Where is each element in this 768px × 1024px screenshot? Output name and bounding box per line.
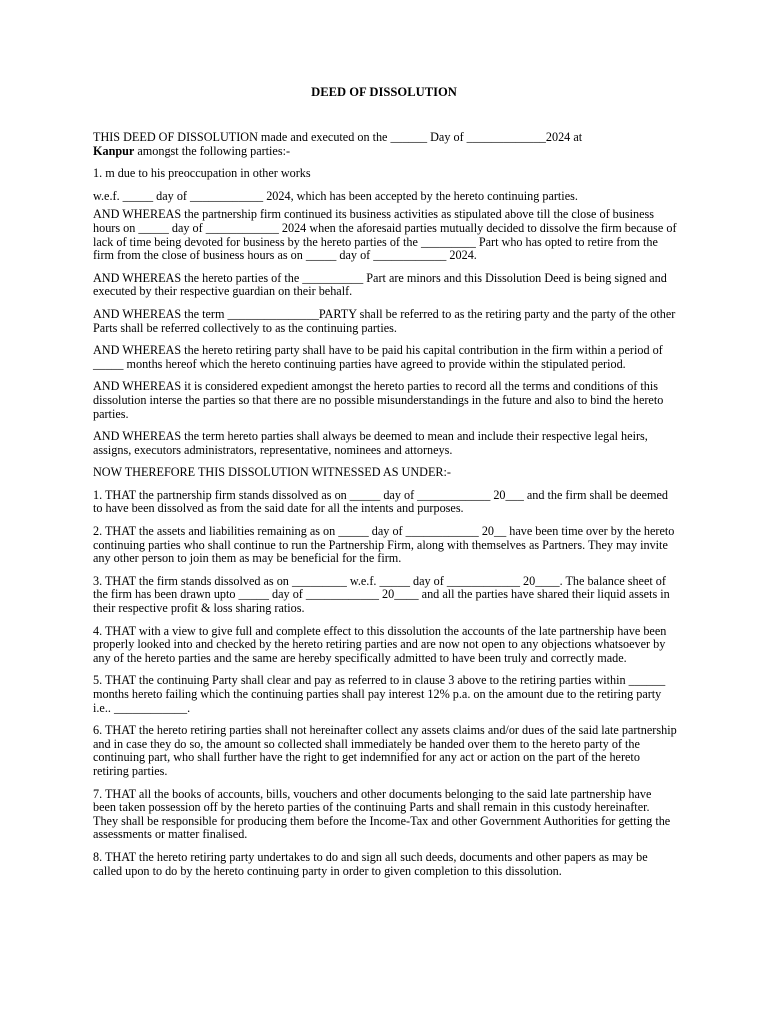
- paragraph: AND WHEREAS the partnership firm continued its business activities as stipulated above till the close of business hours on _____ day of ____________ 2024 when the aforesaid parties mutually decided to dissolve the firm because of lack of time being devoted for business by the hereto parties of the _________ Part who has opted to retire from the firm from the close of business hours as on _____ day of ____________ 2024.: [93, 207, 677, 263]
- opening-line: THIS DEED OF DISSOLUTION made and executed on the ______ Day of _____________2024 at: [93, 130, 583, 144]
- document-body: [93, 131, 677, 887]
- clause: 1. THAT the partnership firm stands dissolved as on _____ day of ____________ 20___ and the firm shall be deemed to have been dissolved as from the said date for all the intents and purposes.: [93, 487, 668, 516]
- section-heading: NOW THEREFORE THIS DISSOLUTION WITNESSED AS UNDER:-: [93, 465, 451, 480]
- clause: 7. THAT all the books of accounts, bills, vouchers and other documents belonging to the said late partnership have been taken possession off by the hereto parties of the continuing Parts and shall remain in this custody hereinafter. They shall be responsible for producing them before the Income-Tax and other Government Authorities for getting the assessments or matter finalised.: [93, 786, 671, 842]
- opening-paragraph: [93, 131, 677, 158]
- paragraph: w.e.f. _____ day of ____________ 2024, which has been accepted by the hereto continuing parties.: [93, 188, 578, 203]
- clause: 5. THAT the continuing Party shall clear and pay as referred to in clause 3 above to the retiring parties within ______ months hereto failing which the continuing parties shall pay interest 12% p.a. on the amount due to the retiring party i.e.. ____________.: [93, 673, 666, 715]
- clause: 8. THAT the hereto retiring party undertakes to do and sign all such deeds, documents and other papers as may be called upon to do by the hereto continuing party in order to given completion to this dissolution.: [93, 849, 648, 878]
- opening-city: Kanpur: [93, 143, 135, 158]
- paragraph: AND WHEREAS the term hereto parties shall always be deemed to mean and include their respective legal heirs, assigns, executors administrators, representative, nominees and attorneys.: [93, 429, 648, 457]
- clause: 6. THAT the hereto retiring parties shall not hereinafter collect any assets claims and/or dues of the said late partnership and in case they do so, the amount so collected shall immediately be handed over them to the hereto party of the continuing part, who shall further have the right to get indemnified for any act or action on the part of the hereto retiring parties.: [93, 723, 677, 778]
- paragraph: AND WHEREAS it is considered expedient amongst the hereto parties to record all the terms and conditions of this dissolution interse the parties so that there are no possible misunderstandings in the future and also to bind the hereto parties.: [93, 379, 664, 421]
- opening-tail: amongst the following parties:-: [134, 143, 291, 158]
- clause: 2. THAT the assets and liabilities remaining as on _____ day of ____________ 20__ have been time over by the hereto continuing parties who shall continue to run the Partnership Firm, along with themselves as Partners. They may invite any other person to join them as may be beneficial for the firm.: [93, 524, 675, 566]
- paragraph: AND WHEREAS the hereto retiring party shall have to be paid his capital contribution in the firm within a period of _____ months hereof which the hereto continuing parties have agreed to provide within the stipulated period.: [93, 343, 663, 371]
- paragraph: AND WHEREAS the term _______________PARTY shall be referred to as the retiring party and the party of the other Parts shall be referred collectively to as the continuing parties.: [93, 306, 676, 335]
- paragraph: AND WHEREAS the hereto parties of the __________ Part are minors and this Dissolution Deed is being signed and executed by their respective guardian on their behalf.: [93, 270, 667, 299]
- clause: 4. THAT with a view to give full and complete effect to this dissolution the accounts of the late partnership have been properly looked into and checked by the hereto retiring parties and are now not open to any objections whatsoever by any of the hereto parties and the same are hereby specifically admitted to have been truly and correctly made.: [93, 623, 667, 665]
- document-title: DEED OF DISSOLUTION: [311, 85, 457, 99]
- paragraph: 1. m due to his preoccupation in other works: [93, 166, 311, 181]
- clause: 3. THAT the firm stands dissolved as on _________ w.e.f. _____ day of ____________ 20____. The balance sheet of the firm has been drawn upto _____ day of ____________ 20____ and all the parties have shared their liquid assets in their respective profit & loss sharing ratios.: [93, 573, 670, 616]
